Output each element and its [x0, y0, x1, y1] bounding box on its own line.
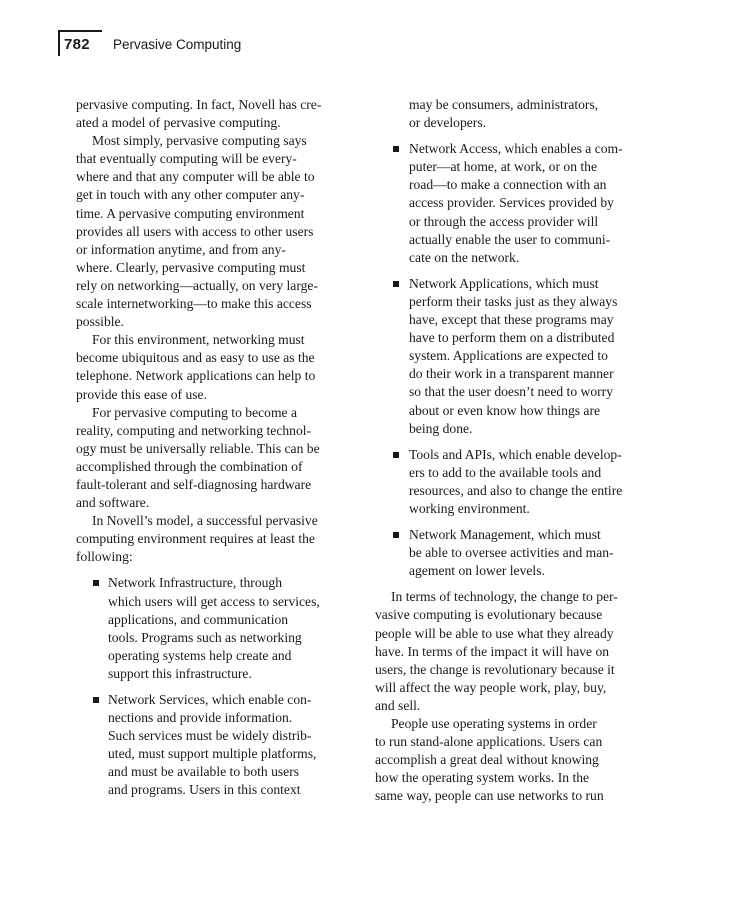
text-line: users, the change is revolutionary because it	[375, 661, 615, 677]
text-line: In Novell’s model, a successful pervasive	[92, 513, 318, 529]
text-line: or developers.	[409, 115, 487, 131]
bullet-item	[76, 691, 344, 800]
text-line: nections and provide information.	[108, 710, 293, 726]
text-line: being done.	[409, 420, 473, 436]
header-rule-vertical	[58, 30, 60, 56]
text-line: ated a model of pervasive computing.	[76, 115, 281, 131]
left-column	[76, 96, 344, 800]
text-line: time. A pervasive computing environment	[76, 205, 305, 221]
text-line: working environment.	[409, 500, 530, 516]
text-line: access provider. Services provided by	[409, 195, 614, 211]
bullet-item	[375, 275, 645, 438]
text-line: provide this ease of use.	[76, 386, 207, 402]
bullet-item	[76, 574, 344, 683]
text-line: resources, and also to change the entire	[409, 482, 623, 498]
text-line: perform their tasks just as they always	[409, 293, 618, 309]
text-line: People use operating systems in order	[391, 716, 597, 731]
text-line: Network Applications, which must	[409, 275, 599, 291]
square-bullet-icon	[393, 452, 399, 458]
text-line: road—to make a connection with an	[409, 177, 607, 193]
spacer	[375, 132, 645, 140]
text-line: do their work in a transparent manner	[409, 366, 614, 382]
text-line: Such services must be widely distrib-	[108, 728, 312, 744]
text-line: accomplish a great deal without knowing	[375, 752, 599, 768]
text-line: how the operating system works. In the	[375, 770, 590, 786]
square-bullet-icon	[93, 580, 99, 586]
text-line: have. In terms of the impact it will have on	[375, 643, 610, 659]
spacer	[76, 683, 344, 691]
text-line: pervasive computing. In fact, Novell has cre-	[76, 97, 322, 112]
paragraph	[375, 588, 645, 715]
text-line: Network Infrastructure, through	[108, 575, 283, 591]
spacer	[375, 267, 645, 275]
text-line: operating systems help create and	[108, 647, 292, 663]
text-line: vasive computing is evolutionary because	[375, 607, 603, 623]
text-line: that eventually computing will be every-	[76, 151, 297, 167]
square-bullet-icon	[93, 697, 99, 703]
text-line: Network Management, which must	[409, 527, 601, 543]
right-column	[375, 96, 645, 805]
text-line: and programs. Users in this context	[108, 782, 301, 798]
text-line: to run stand-alone applications. Users can	[375, 734, 603, 750]
paragraph	[76, 331, 344, 403]
spacer	[375, 580, 645, 588]
text-line: reality, computing and networking technol-	[76, 422, 312, 438]
text-line: and must be available to both users	[108, 764, 300, 780]
text-line: rely on networking—actually, on very large-	[76, 277, 318, 293]
text-line: same way, people can use networks to run	[375, 788, 604, 804]
bullet-item	[375, 446, 645, 518]
text-line: telephone. Network applications can help to	[76, 368, 316, 384]
text-line: puter—at home, at work, or on the	[409, 159, 597, 175]
running-title: Pervasive Computing	[113, 37, 242, 52]
text-line: uted, must support multiple platforms,	[108, 746, 317, 762]
spacer	[375, 438, 645, 446]
text-line: or information anytime, and from any-	[76, 241, 286, 257]
text-line: have to perform them on a distributed	[409, 330, 615, 346]
text-line: scale internetworking—to make this access	[76, 296, 312, 312]
text-line: be able to oversee activities and man-	[409, 545, 614, 561]
paragraph	[375, 715, 645, 805]
text-line: support this infrastructure.	[108, 665, 252, 681]
page-number: 782	[64, 36, 90, 53]
text-line: fault-tolerant and self-diagnosing hardware	[76, 476, 312, 492]
text-line: For pervasive computing to become a	[92, 404, 297, 420]
text-line: get in touch with any other computer any-	[76, 187, 305, 203]
paragraph	[76, 132, 344, 331]
bullet-item	[375, 526, 645, 580]
spacer	[375, 518, 645, 526]
text-line: where and that any computer will be able to	[76, 169, 315, 185]
square-bullet-icon	[393, 532, 399, 538]
text-line: people will be able to use what they already	[375, 625, 614, 641]
text-line: For this environment, networking must	[92, 332, 305, 348]
text-line: actually enable the user to communi-	[409, 231, 611, 247]
text-line: and sell.	[375, 697, 421, 713]
text-line: system. Applications are expected to	[409, 348, 608, 364]
header-rule-horizontal	[58, 30, 102, 32]
bullet-continuation	[375, 96, 645, 132]
square-bullet-icon	[393, 281, 399, 287]
text-line: following:	[76, 549, 133, 565]
text-line: which users will get access to services,	[108, 593, 320, 609]
square-bullet-icon	[393, 146, 399, 152]
paragraph	[76, 404, 344, 513]
spacer	[76, 566, 344, 574]
text-line: cate on the network.	[409, 249, 520, 265]
text-line: accomplished through the combination of	[76, 458, 303, 474]
text-line: agement on lower levels.	[409, 563, 545, 579]
text-line: will affect the way people work, play, buy,	[375, 679, 607, 695]
text-line: provides all users with access to other users	[76, 223, 314, 239]
text-line: so that the user doesn’t need to worry	[409, 384, 613, 400]
text-line: and software.	[76, 495, 150, 511]
text-line: become ubiquitous and as easy to use as the	[76, 350, 315, 366]
text-line: applications, and communication	[108, 611, 289, 627]
text-line: may be consumers, administrators,	[409, 97, 599, 112]
text-line: Tools and APIs, which enable develop-	[409, 446, 622, 462]
text-line: have, except that these programs may	[409, 312, 614, 328]
text-line: possible.	[76, 314, 124, 330]
text-line: Most simply, pervasive computing says	[92, 133, 307, 149]
paragraph	[76, 512, 344, 566]
text-line: computing environment requires at least the	[76, 531, 315, 547]
text-line: where. Clearly, pervasive computing must	[76, 259, 306, 275]
text-line: ogy must be universally reliable. This can be	[76, 440, 320, 456]
text-line: Network Access, which enables a com-	[409, 141, 623, 157]
text-line: tools. Programs such as networking	[108, 629, 302, 645]
text-line: Network Services, which enable con-	[108, 692, 312, 707]
bullet-item	[375, 140, 645, 267]
text-line: In terms of technology, the change to per-	[391, 589, 618, 605]
text-line: ers to add to the available tools and	[409, 464, 602, 480]
text-line: or through the access provider will	[409, 213, 599, 229]
paragraph	[76, 96, 344, 132]
text-line: about or even know how things are	[409, 402, 601, 418]
